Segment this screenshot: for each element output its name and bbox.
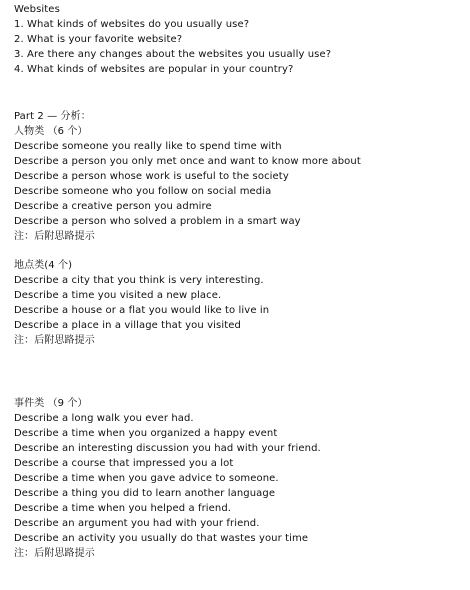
part2-heading: Part 2 — 分析： <box>14 111 91 122</box>
events-section-title: 事件类 （9 个） <box>14 398 88 409</box>
places-topic: Describe a time you visited a new place. <box>14 290 222 301</box>
websites-question: 1. What kinds of websites do you usually use? <box>14 19 250 30</box>
events-topic: Describe a long walk you ever had. <box>14 413 194 424</box>
document-page <box>14 0 464 561</box>
places-note: 注：后附思路提示 <box>14 335 95 346</box>
events-topic: Describe a time when you organized a happy event <box>14 428 278 439</box>
places-topic: Describe a city that you think is very interesting. <box>14 275 264 286</box>
people-topic: Describe a creative person you admire <box>14 201 212 212</box>
events-topic: Describe an argument you had with your friend. <box>14 518 260 529</box>
people-section-title: 人物类 （6 个） <box>14 126 88 137</box>
events-topic: Describe a thing you did to learn another language <box>14 488 276 499</box>
websites-question: 2. What is your favorite website? <box>14 34 183 45</box>
people-topic: Describe a person who solved a problem in a smart way <box>14 216 301 227</box>
events-topic: Describe a time when you helped a friend. <box>14 503 232 514</box>
places-topic: Describe a house or a flat you would like to live in <box>14 305 270 316</box>
people-topic: Describe a person whose work is useful to the society <box>14 171 289 182</box>
people-topic: Describe someone who you follow on social media <box>14 186 272 197</box>
websites-title: Websites <box>14 4 60 15</box>
events-topic: Describe an activity you usually do that wastes your time <box>14 533 309 544</box>
events-note: 注：后附思路提示 <box>14 548 95 559</box>
websites-question: 3. Are there any changes about the websites you usually use? <box>14 49 332 60</box>
places-topic: Describe a place in a village that you visited <box>14 320 241 331</box>
people-topic: Describe a person you only met once and want to know more about <box>14 156 361 167</box>
events-topic: Describe an interesting discussion you had with your friend. <box>14 443 321 454</box>
websites-question: 4. What kinds of websites are popular in your country? <box>14 64 294 75</box>
events-topic: Describe a course that impressed you a lot <box>14 458 234 469</box>
people-topic: Describe someone you really like to spend time with <box>14 141 282 152</box>
events-topic: Describe a time when you gave advice to someone. <box>14 473 279 484</box>
places-section-title: 地点类(4 个) <box>14 260 73 271</box>
people-note: 注：后附思路提示 <box>14 231 95 242</box>
